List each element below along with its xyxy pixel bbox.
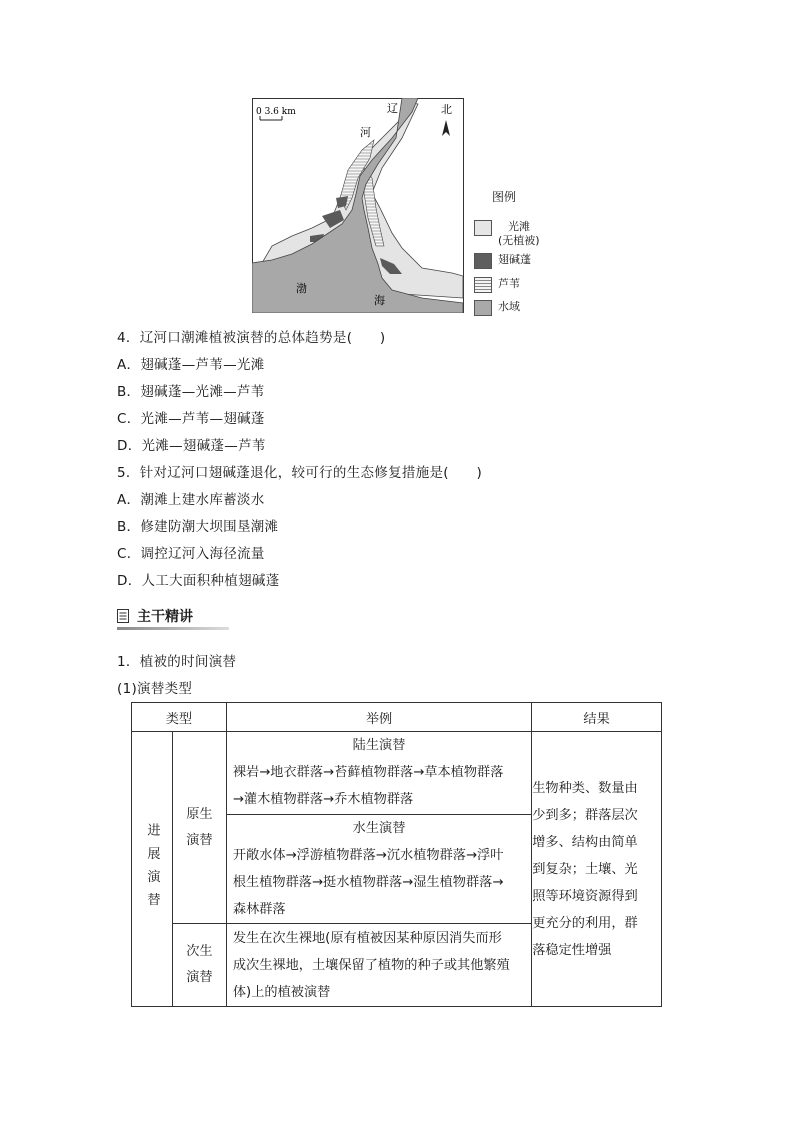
result-line: 增多、结构由简单: [532, 834, 638, 850]
result-line: 少到多；群落层次: [532, 807, 638, 823]
result-cell: [532, 732, 662, 1007]
legend-title: 图例: [492, 190, 517, 204]
legend-item-water: [474, 300, 520, 316]
secondary-cell: [172, 924, 226, 1007]
secondary-line-3: 体)上的植被演替: [232, 984, 331, 1000]
secondary-example-cell: [226, 924, 531, 1007]
question-4-stem: 4．辽河口潮滩植被演替的总体趋势是( ): [117, 330, 386, 346]
secondary-line-1: 发生在次生裸地(原有植被因某种原因消失而形: [232, 930, 502, 946]
legend-sublabel: (无植被): [498, 234, 540, 247]
legend-label: 芦苇: [498, 277, 520, 290]
question-4-option-b: B．翅碱蓬—光滩—芦苇: [117, 384, 265, 400]
secondary-label: 次生演替: [186, 944, 213, 985]
legend-item-seepweed: [474, 253, 531, 269]
question-4-option-a: A．翅碱蓬—芦苇—光滩: [117, 357, 265, 373]
result-line: 落稳定性增强: [532, 942, 612, 958]
land-line-2: →灌木植物群落→乔木植物群落: [232, 792, 414, 807]
water-line-1: 开敞水体→浮游植物群落→沉水植物群落→浮叶: [232, 847, 504, 863]
category-cell: [132, 732, 173, 1007]
legend-item-bare-flat: [474, 220, 540, 248]
point-1-heading: 1．植被的时间演替: [117, 654, 237, 670]
land-succession-cell: [226, 732, 531, 815]
succession-table: [131, 702, 662, 1007]
map-svg: [252, 98, 464, 313]
question-4-option-d: D．光滩—翅碱蓬—芦苇: [117, 438, 266, 454]
question-5-option-a: A．潮滩上建水库蓄淡水: [117, 492, 265, 508]
result-line: 到复杂；土壤、光: [532, 861, 638, 877]
legend-item-reed: [474, 277, 520, 293]
legend-label: 翅碱蓬: [498, 253, 531, 266]
water-title: 水生演替: [352, 820, 406, 836]
water-line-2: 根生植物群落→挺水植物群落→湿生植物群落→: [232, 874, 504, 890]
table-row: [132, 732, 662, 815]
question-4-option-c: C．光滩—芦苇—翅碱蓬: [117, 411, 265, 427]
subheading-types: (1)演替类型: [117, 681, 193, 697]
legend-swatch: [474, 277, 492, 293]
header-example: 举例: [226, 703, 531, 732]
secondary-line-2: 成次生裸地，土壤保留了植物的种子或其他繁殖: [232, 957, 510, 973]
estuary-map: [252, 98, 464, 313]
primary-cell: [172, 732, 226, 924]
map-label-he: 河: [360, 126, 371, 139]
document-icon: [117, 609, 129, 623]
legend-swatch: [474, 253, 492, 269]
table-header-row: [132, 703, 662, 732]
north-label: 北: [441, 103, 452, 116]
section-heading: [117, 604, 229, 630]
legend-label: 水域: [498, 300, 520, 313]
water-succession-cell: [226, 815, 531, 924]
primary-label: 原生演替: [186, 806, 213, 848]
map-label-hai: 海: [374, 294, 385, 307]
question-5-stem: 5．针对辽河口翅碱蓬退化，较可行的生态修复措施是( ): [117, 465, 483, 481]
scale-label: 0 3.6 km: [256, 107, 296, 117]
land-title: 陆生演替: [352, 738, 406, 753]
header-result: 结果: [532, 703, 662, 732]
section-title: 主干精讲: [137, 609, 193, 625]
result-line: 照等环境资源得到: [532, 888, 638, 904]
result-line: 更充分的利用，群: [532, 915, 638, 931]
legend-swatch: [474, 300, 492, 316]
question-5-option-d: D．人工大面积种植翅碱蓬: [117, 573, 280, 589]
land-line-1: 裸岩→地衣群落→苔藓植物群落→草本植物群落: [232, 765, 504, 780]
map-label-liao: 辽: [387, 102, 398, 115]
category-label: 进展演替: [144, 822, 160, 916]
legend-swatch: [474, 220, 492, 236]
question-5-option-c: C．调控辽河入海径流量: [117, 546, 265, 562]
map-label-bo: 渤: [296, 282, 307, 295]
section-underline: [117, 627, 229, 630]
question-5-option-b: B．修建防潮大坝围垦潮滩: [117, 519, 279, 535]
header-type: 类型: [132, 703, 227, 732]
result-line: 生物种类、数量由: [532, 780, 638, 796]
water-line-3: 森林群落: [232, 901, 286, 917]
legend-label: 光滩: [508, 220, 530, 233]
